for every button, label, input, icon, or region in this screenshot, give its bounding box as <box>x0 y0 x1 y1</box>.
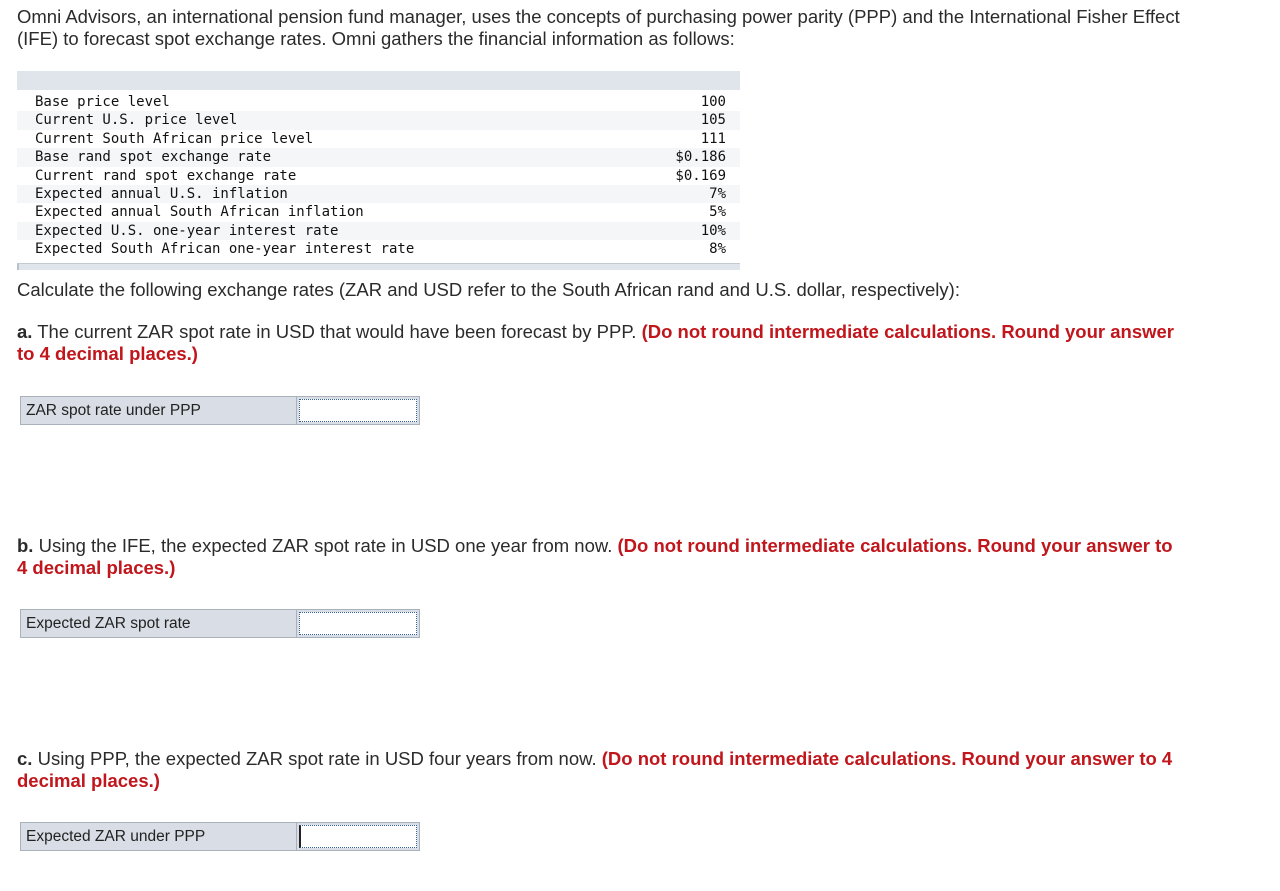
row-label: Current rand spot exchange rate <box>17 167 606 185</box>
row-value: 100 <box>606 90 740 111</box>
row-value: $0.169 <box>606 167 740 185</box>
row-label: Expected annual U.S. inflation <box>17 185 606 203</box>
table-row <box>17 167 740 185</box>
question-b <box>17 535 1177 579</box>
answer-input-cell <box>296 609 420 638</box>
rounding-note: (Do not round intermediate calculations. Round your answer to 4 decimal places.) <box>17 535 1173 578</box>
table-footer-bar <box>17 263 740 270</box>
row-value: 111 <box>606 130 740 148</box>
row-label: Base price level <box>17 90 606 111</box>
row-label: Expected South African one-year interest rate <box>17 240 606 258</box>
table-row <box>17 185 740 203</box>
table-row <box>17 148 740 166</box>
row-value: 5% <box>606 203 740 221</box>
table-row <box>17 240 740 258</box>
row-label: Expected U.S. one-year interest rate <box>17 222 606 240</box>
table-row <box>17 130 740 148</box>
row-label: Base rand spot exchange rate <box>17 148 606 166</box>
row-value: 105 <box>606 111 740 129</box>
answer-row-b <box>20 609 420 638</box>
answer-label: Expected ZAR spot rate <box>20 609 296 638</box>
answer-row-c <box>20 822 420 851</box>
question-text: Using the IFE, the expected ZAR spot rate in USD one year from now. <box>38 535 613 556</box>
table-row <box>17 90 740 111</box>
expected-zar-spot-rate-input[interactable] <box>299 612 417 635</box>
question-a <box>17 321 1177 365</box>
row-value: 7% <box>606 185 740 203</box>
question-text: Using PPP, the expected ZAR spot rate in USD four years from now. <box>37 748 597 769</box>
zar-spot-rate-ppp-input[interactable] <box>299 399 417 422</box>
answer-label: ZAR spot rate under PPP <box>20 396 296 425</box>
row-label: Current U.S. price level <box>17 111 606 129</box>
table-row <box>17 222 740 240</box>
instruction-text: Calculate the following exchange rates (ZAR and USD refer to the South African rand and U.S. dollar, respectively): <box>17 279 960 300</box>
question-text: The current ZAR spot rate in USD that would have been forecast by PPP. <box>37 321 637 342</box>
row-label: Current South African price level <box>17 130 606 148</box>
answer-row-a <box>20 396 420 425</box>
row-label: Expected annual South African inflation <box>17 203 606 221</box>
question-letter: b. <box>17 535 34 556</box>
answer-input-cell <box>296 396 420 425</box>
question-c <box>17 748 1177 792</box>
question-letter: c. <box>17 748 33 769</box>
row-value: 10% <box>606 222 740 240</box>
row-value: 8% <box>606 240 740 258</box>
row-value: $0.186 <box>606 148 740 166</box>
problem-intro: Omni Advisors, an international pension fund manager, uses the concepts of purchasing power parity (PPP) and the International Fisher Effect (IFE) to forecast spot exchange rates. Omni gathers the financial information as follows: <box>17 6 1180 49</box>
question-letter: a. <box>17 321 33 342</box>
expected-zar-ppp-input[interactable] <box>299 825 417 848</box>
table-header-bar <box>17 71 740 90</box>
answer-input-cell <box>296 822 420 851</box>
rounding-note: (Do not round intermediate calculations. Round your answer to 4 decimal places.) <box>17 748 1173 791</box>
table-row <box>17 203 740 221</box>
answer-label: Expected ZAR under PPP <box>20 822 296 851</box>
financial-data-table <box>17 71 740 259</box>
rounding-note: (Do not round intermediate calculations. Round your answer to 4 decimal places.) <box>17 321 1175 364</box>
table-row <box>17 111 740 129</box>
